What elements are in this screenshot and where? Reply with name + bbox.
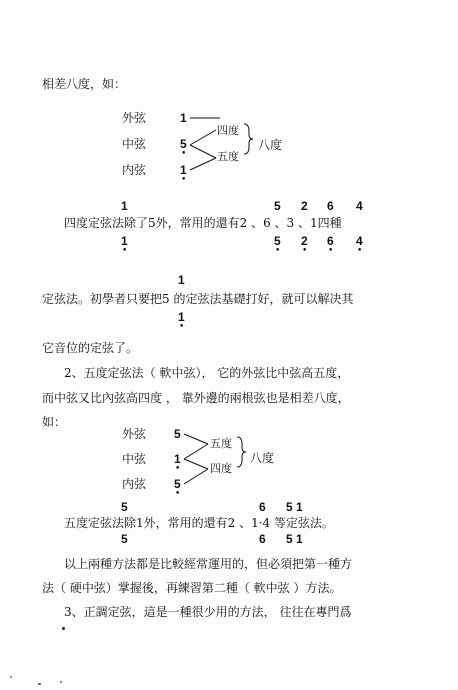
text-line: 四度定弦法除了5外，常用的還有2 、6 、3 、1四種 — [64, 216, 342, 230]
low-dot: • — [357, 246, 363, 256]
low-dot: • — [181, 175, 187, 185]
numeral-above-5: 1 — [121, 199, 128, 213]
text-line: 定弦法。初學者只要把5 的定弦法基礎打好，就可以解决其 — [42, 292, 354, 306]
low-dot: • — [175, 464, 181, 474]
low-dot: • — [328, 246, 334, 256]
scan-speck — [10, 676, 12, 678]
inner-string-note: 5 — [174, 477, 181, 491]
numeral-below-14: 5 1 — [286, 532, 303, 546]
section-2-line-3: 如： — [42, 415, 67, 429]
summary-line-1: 以上兩種方法都是比較經常運用的，但必須把第一種方 — [64, 557, 353, 571]
interval-fourth: 四度 — [210, 462, 232, 475]
low-dot: • — [302, 246, 308, 256]
low-dot: • — [275, 246, 281, 256]
middle-string-note: 5 — [180, 137, 187, 151]
section-2-line-1: 2、五度定弦法（ 軟中弦）， 它的外弦比中弦高五度， — [64, 366, 350, 380]
numeral-below-5: 1 — [121, 234, 128, 248]
interval-fifth: 五度 — [210, 437, 232, 450]
numeral-above-1: 4 — [356, 199, 363, 213]
outer-string-note: 1 — [180, 111, 187, 125]
inner-string-label: 内弦 — [122, 163, 147, 177]
numeral-above-2: 5 — [274, 199, 281, 213]
low-dot: • — [175, 489, 181, 499]
inner-string-note: 1 — [180, 163, 187, 177]
text-line: 它音位的定弦了。 — [42, 341, 139, 355]
numeral-below-3: 6 — [327, 234, 334, 248]
numeral-above-14: 5 1 — [286, 500, 303, 514]
numeral-above-3: 6 — [327, 199, 334, 213]
middle-string-note: 1 — [174, 452, 181, 466]
numeral-above-2: 6 — [259, 500, 266, 514]
middle-string-label: 中弦 — [122, 137, 147, 151]
low-dot: • — [122, 246, 128, 256]
inner-string-label: 内弦 — [122, 477, 147, 491]
scan-speck — [60, 681, 62, 683]
interval-octave: 八度 — [258, 138, 283, 152]
numeral-below-2: 5 — [274, 234, 281, 248]
scan-speck — [38, 683, 41, 685]
numeral-above-6: 2 — [301, 199, 308, 213]
outer-string-label: 外弦 — [122, 427, 147, 441]
numeral-above-1: 5 — [121, 500, 128, 514]
middle-string-label: 中弦 — [122, 452, 147, 466]
outer-string-note: 5 — [174, 427, 181, 441]
summary-line-2: 法（ 硬中弦）掌握後，再練習第二種（ 軟中弦 ）方法。 — [42, 581, 342, 595]
low-dot: • — [181, 149, 187, 159]
low-dot: • — [179, 322, 185, 332]
section-3-line-1: 3、正調定弦，這是一種很少用的方法， 往往在專門爲 — [64, 605, 352, 619]
interval-fourth: 四度 — [217, 124, 239, 137]
numeral-below-5: 1 — [178, 310, 185, 324]
numeral-above-5: 1 — [178, 273, 185, 287]
interval-octave: 八度 — [250, 451, 275, 465]
section-2-line-2: 而中弦又比內弦高四度 ， 靠外邊的兩根弦也是相差八度， — [42, 391, 350, 405]
intro-line: 相差八度，如： — [42, 77, 127, 91]
interval-fifth: 五度 — [217, 150, 239, 163]
numeral-below-1: 5 — [121, 532, 128, 546]
outer-string-label: 外弦 — [122, 111, 147, 125]
text-line: 五度定弦法除1外，常用的還有2 、1·4 等定弦法。 — [64, 516, 334, 530]
numeral-below-2: 6 — [259, 532, 266, 546]
scan-speck — [62, 627, 65, 630]
numeral-below-1: 4 — [356, 234, 363, 248]
numeral-below-6: 2 — [301, 234, 308, 248]
